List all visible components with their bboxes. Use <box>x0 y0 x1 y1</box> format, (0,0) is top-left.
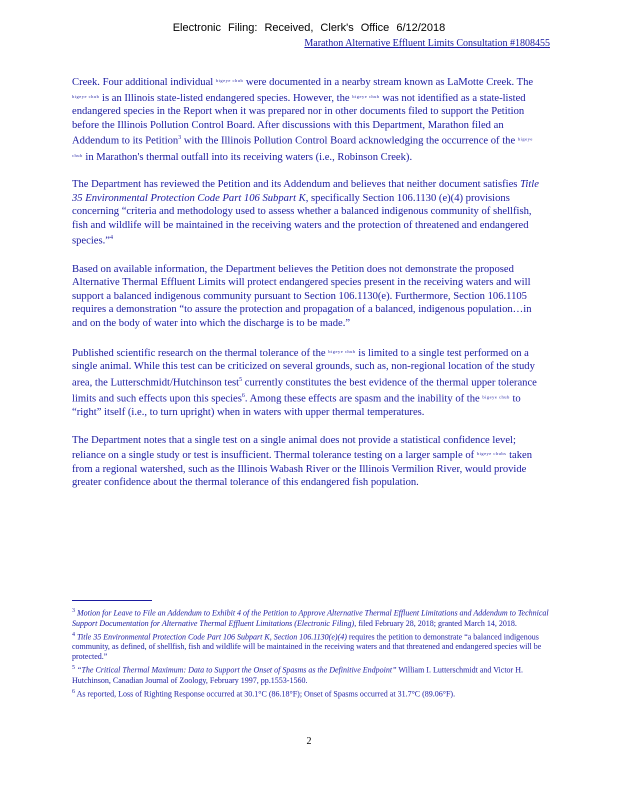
paragraph-4: Published scientific research on the thermal tolerance of the $^{bigeye chub}$ is limited to a single test performed on a single animal. While this test can be criticized on several grounds, such as, non-regional location of the study area, the Lutterschmidt/Hutchinson test$^5$ currently constitutes the best evidence of the thermal upper tolerance limits and such effects upon this species$^6$. Among these effects are spasm and the inability of the $^{bigeye chub}$ to “right” itself (i.e., to turn upright) when in waters with upper thermal temperatures. <box>72 347 537 418</box>
paragraph-3: Based on available information, the Department believes the Petition does not demonstrate the proposed Alternative Thermal Effluent Limits will protect endangered species present in the receiving waters and will support a balanced indigenous community pursuant to Section 106.1130(e). Furthermore, Section 106.1105 requires a demonstration “to assure the protection and propagation of a balanced, indigenous population…in and on the body of water into which the discharge is to be made.” <box>72 263 532 329</box>
footnote-ref: 6 <box>241 392 245 399</box>
letter-body <box>72 74 540 504</box>
footnote-3: $^3$ Motion for Leave to File an Addendum to Exhibit 4 of the Petition to Approve Alternative Thermal Effluent Limitations and Addendum to Technical Support Documentation for Alternative Thermal Effluent Limitations (Electronic Filing), filed February 28, 2018; granted March 14, 2018. <box>72 608 549 628</box>
species-name: bigeye chub <box>72 136 533 158</box>
species-name: bigeye chub <box>328 348 356 354</box>
species-name: bigeye chub <box>352 93 380 99</box>
paragraph-2: The Department has reviewed the Petition and its Addendum and believes that neither document satisfies Title 35 Environmental Protection Code Part 106 Subpart K, specifically Section 106.1130 (e)(4) provisions concerning “criteria and methodology used to assess whether a balanced indigenous community of shellfish, fish and wildlife will be maintained in the receiving waters and the protection of threatened and endangered species.”$^4$ <box>72 179 539 247</box>
species-name: bigeye chub <box>482 394 510 400</box>
citation: Title 35 Environmental Protection Code Part 106 Subpart K <box>72 179 539 204</box>
footnote-divider <box>72 600 152 601</box>
consultation-reference: Marathon Alternative Effluent Limits Consultation #1808455 <box>304 38 550 49</box>
footnote-ref: 5 <box>239 376 243 383</box>
footnote-ref: 4 <box>109 235 113 242</box>
footnote-5: $^5$ “The Critical Thermal Maximum: Data to Support the Onset of Spasms as the Definitive Endpoint” William I. Lutterschmidt and Victor H. Hutchinson, Canadian Journal of Zoology, February 1997, pp.1553-1560. <box>72 665 523 685</box>
footnote-4: $^4$ Title 35 Environmental Protection Code Part 106 Subpart K, Section 106.1130(e)(4) requires the petition to demonstrate “a balanced indigenous community, as defined, of shellfish, fish and wildlife will be maintained in the receiving waters and that threatened and endangered species will be protected.” <box>72 631 542 662</box>
species-name: bigeye chubs <box>476 451 507 457</box>
paragraph-5: The Department notes that a single test on a single animal does not provide a statistical confidence level; reliance on a single study or test is insufficient. Thermal tolerance testing on a larger sample of $^{bigeye chubs}$ taken from a regional watershed, such as the Illinois Wabash River or the Illinois Vermilion River, would provide greater confidence about the thermal tolerance of this endangered fish population. <box>72 434 533 489</box>
footnote-6: $^6$ As reported, Loss of Righting Response occurred at 30.1°C (86.18°F); Onset of Spasms occurred at 31.7°C (89.06°F). <box>72 688 456 699</box>
footnotes <box>72 606 550 701</box>
paragraph-1: Creek. Four additional individual $^{bigeye chub}$ were documented in a nearby stream known as LaMotte Creek. The $^{bigeye chub}$ is an Illinois state-listed endangered species. However, the $^{bigeye chub}$ was not identified as a state-listed endangered species in the Report when it was prepared nor in other documents filed to support the Petition before the Illinois Pollution Control Board. After discussions with this Department, Marathon filed an Addendum to its Petition$^3$ with the Illinois Pollution Control Board acknowledging the occurrence of the $^{bigeye chub}$ in Marathon's thermal outfall into its receiving waters (i.e., Robinson Creek). <box>72 77 534 163</box>
page-number: 2 <box>306 736 312 747</box>
footnote-ref: 3 <box>178 135 182 142</box>
filing-stamp: Electronic Filing: Received, Clerk's Office 6/12/2018 <box>172 22 446 34</box>
species-name: bigeye chub <box>72 93 100 99</box>
species-name: bigeye chub <box>215 78 244 83</box>
